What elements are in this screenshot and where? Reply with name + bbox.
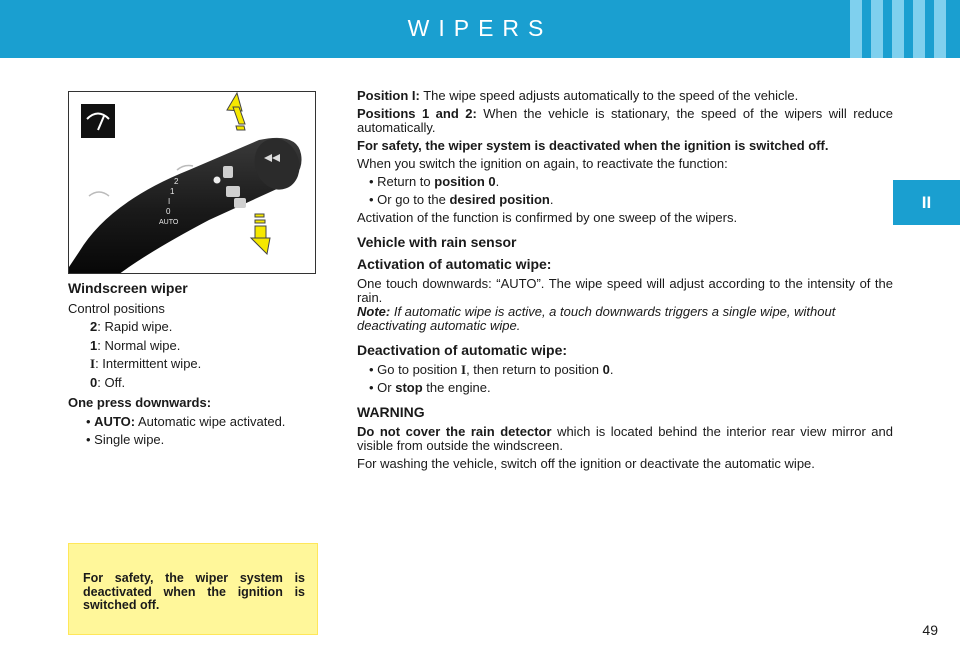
left-column (68, 281, 318, 451)
press-downwards-list (68, 414, 318, 448)
page-number: 49 (922, 622, 938, 638)
header-bar (0, 0, 960, 58)
wiper-stalk-illustration (69, 92, 315, 273)
press-item-single: • Single wipe. (86, 432, 165, 447)
deactivation-item-1: • Go to position I, then return to position 0. (369, 362, 614, 377)
position-i-paragraph: Position I: The wipe speed adjusts automatically to the speed of the vehicle. (357, 88, 799, 103)
page-title: WIPERS (407, 15, 553, 41)
return-item: • Return to position 0. (369, 174, 500, 189)
control-positions-label: Control positions (68, 300, 165, 316)
header-stripes (850, 0, 946, 58)
goto-item: • Or go to the desired position. (369, 192, 554, 207)
safety-note-text: For safety, the wiper system is deactivated when the ignition is switched off. (83, 571, 305, 612)
position-item: 1: Normal wipe. (90, 337, 181, 353)
wiper-stalk-figure (68, 91, 316, 274)
warning-paragraph: Do not cover the rain detector which is located behind the interior rear view mirror and visible from outside the windscreen. (357, 424, 893, 453)
label-0: 0 (166, 207, 171, 216)
position-item: 0: Off. (90, 374, 126, 390)
switch-on-paragraph: When you switch the ignition on again, to reactivate the function: (357, 156, 728, 171)
positions-1-2-paragraph: Positions 1 and 2: When the vehicle is stationary, the speed of the wipers will reduce automatically. (357, 106, 893, 135)
safety-paragraph: For safety, the wiper system is deactivated when the ignition is switched off. (357, 138, 829, 153)
section-tab[interactable]: II (893, 180, 960, 225)
deactivation-item-2: • Or stop the engine. (369, 380, 491, 395)
label-auto: AUTO (159, 219, 179, 226)
activation-heading: Activation of automatic wipe: (357, 256, 552, 272)
label-1: 1 (170, 187, 175, 196)
position-item: I: Intermittent wipe. (90, 356, 202, 371)
right-column (357, 89, 893, 475)
washing-paragraph: For washing the vehicle, switch off the ignition or deactivate the automatic wipe. (357, 456, 815, 471)
wiper-symbol-icon (81, 104, 115, 138)
press-item-auto: • AUTO: Automatic wipe activated. (86, 413, 286, 429)
label-i: I (168, 197, 171, 206)
wiper-heading: Windscreen wiper (68, 280, 188, 296)
safety-note-box (68, 543, 318, 635)
position-item: 2: Rapid wipe. (90, 319, 173, 334)
press-downwards-heading: One press downwards: (68, 395, 212, 410)
confirm-paragraph: Activation of the function is confirmed by one sweep of the wipers. (357, 210, 738, 225)
rain-sensor-heading: Vehicle with rain sensor (357, 234, 517, 250)
positions-list (68, 319, 318, 390)
label-2: 2 (174, 177, 179, 186)
deactivation-heading: Deactivation of automatic wipe: (357, 342, 568, 358)
note-paragraph: Note: If automatic wipe is active, a touch downwards triggers a single wipe, without deactivating automatic wipe. (357, 304, 836, 333)
warning-heading: WARNING (357, 404, 425, 420)
activation-paragraph: One touch downwards: “AUTO”. The wipe speed will adjust according to the intensity of the rain. (357, 276, 893, 305)
